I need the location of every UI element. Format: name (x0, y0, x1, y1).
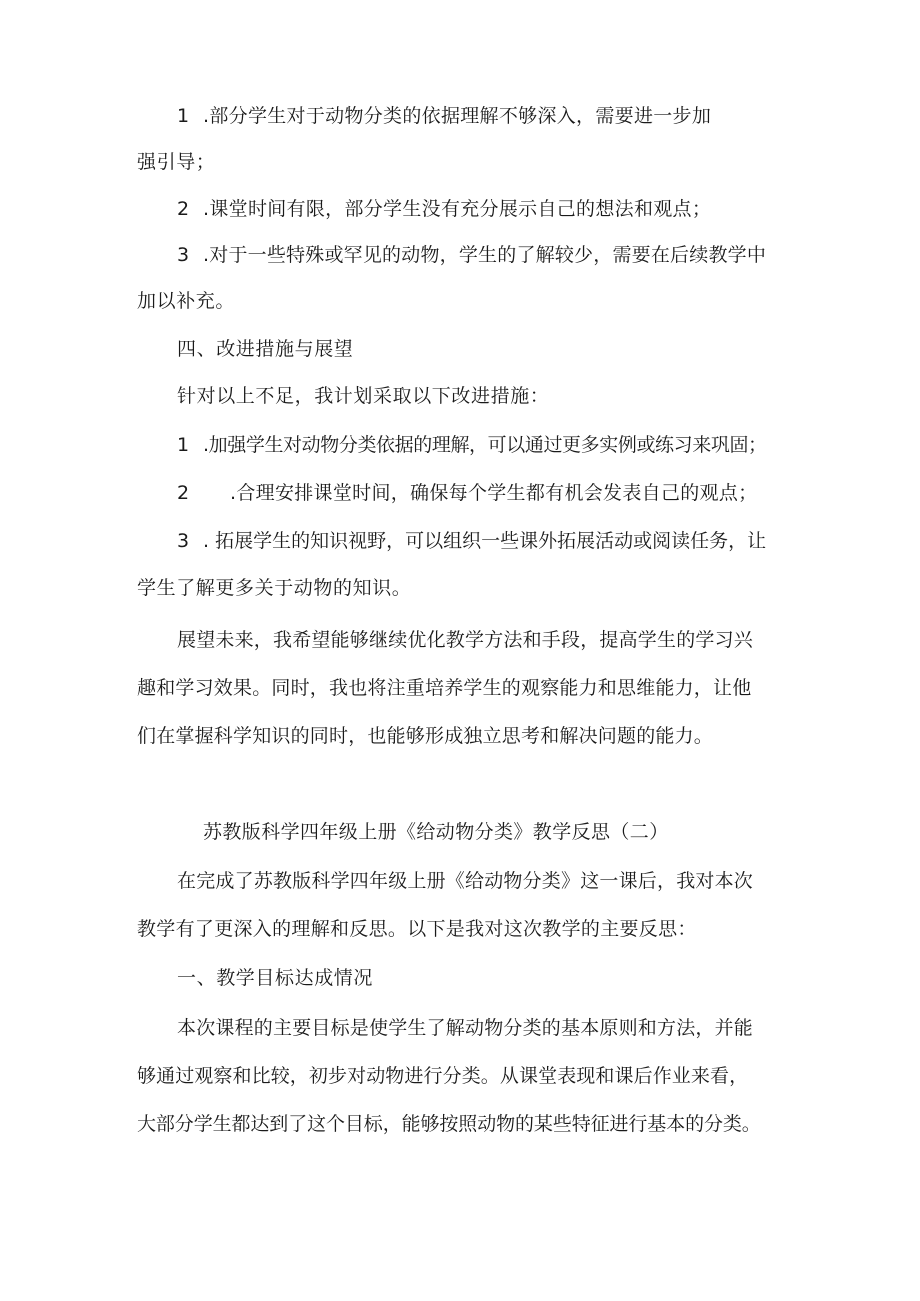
section-1-line3: 大部分学生都达到了这个目标，能够按照动物的某些特征进行基本的分类。 (137, 1113, 761, 1135)
problem-1-number: 1 (177, 105, 190, 127)
measure-2-number: 2 (177, 482, 190, 504)
section-1-line1: 本次课程的主要目标是使学生了解动物分类的基本原则和方法，并能 (177, 1017, 754, 1039)
problem-3-number: 3 (177, 244, 190, 266)
outlook-line1: 展望未来，我希望能够继续优化教学方法和手段，提高学生的学习兴 (177, 629, 754, 651)
reflection-2-title: 苏教版科学四年级上册《给动物分类》教学反思（二） (203, 821, 669, 843)
section-4-intro: 针对以上不足，我计划采取以下改进措施： (177, 385, 550, 407)
measure-1-number: 1 (177, 434, 190, 456)
intro-line2: 教学有了更深入的理解和反思。以下是我对这次教学的主要反思： (137, 918, 697, 940)
problem-2-text: .课堂时间有限，部分学生没有充分展示自己的想法和观点； (203, 198, 712, 220)
outlook-line2: 趣和学习效果。同时，我也将注重培养学生的观察能力和思维能力，让他 (137, 677, 752, 699)
problem-2-number: 2 (177, 198, 190, 220)
outlook-line3: 们在掌握科学知识的同时，也能够形成独立思考和解决问题的能力。 (137, 725, 714, 747)
measure-2-text: .合理安排课堂时间，确保每个学生都有机会发表自己的观点； (230, 482, 758, 504)
problem-1-text-line1: .部分学生对于动物分类的依据理解不够深入，需要进一步加 (203, 105, 712, 127)
section-1-line2: 够通过观察和比较，初步对动物进行分类。从课堂表现和课后作业来看， (137, 1065, 749, 1087)
section-1-heading: 一、教学目标达成情况 (177, 967, 374, 989)
measure-3-text-line2: 学生了解更多关于动物的知识。 (137, 577, 412, 599)
intro-line1: 在完成了苏教版科学四年级上册《给动物分类》这一课后，我对本次 (177, 870, 754, 892)
measure-3-text-line1: . 拓展学生的知识视野，可以组织一些课外拓展活动或阅读任务，让 (203, 530, 767, 552)
problem-1-text-line2: 强引导； (137, 151, 216, 173)
measure-1-text: .加强学生对动物分类依据的理解，可以通过更多实例或练习来巩固； (203, 434, 767, 456)
problem-3-text-line1: .对于一些特殊或罕见的动物，学生的了解较少，需要在后续教学中 (203, 244, 767, 266)
measure-3-number: 3 (177, 530, 190, 552)
problem-3-text-line2: 加以补充。 (137, 290, 236, 312)
section-4-heading: 四、改进措施与展望 (177, 338, 354, 360)
